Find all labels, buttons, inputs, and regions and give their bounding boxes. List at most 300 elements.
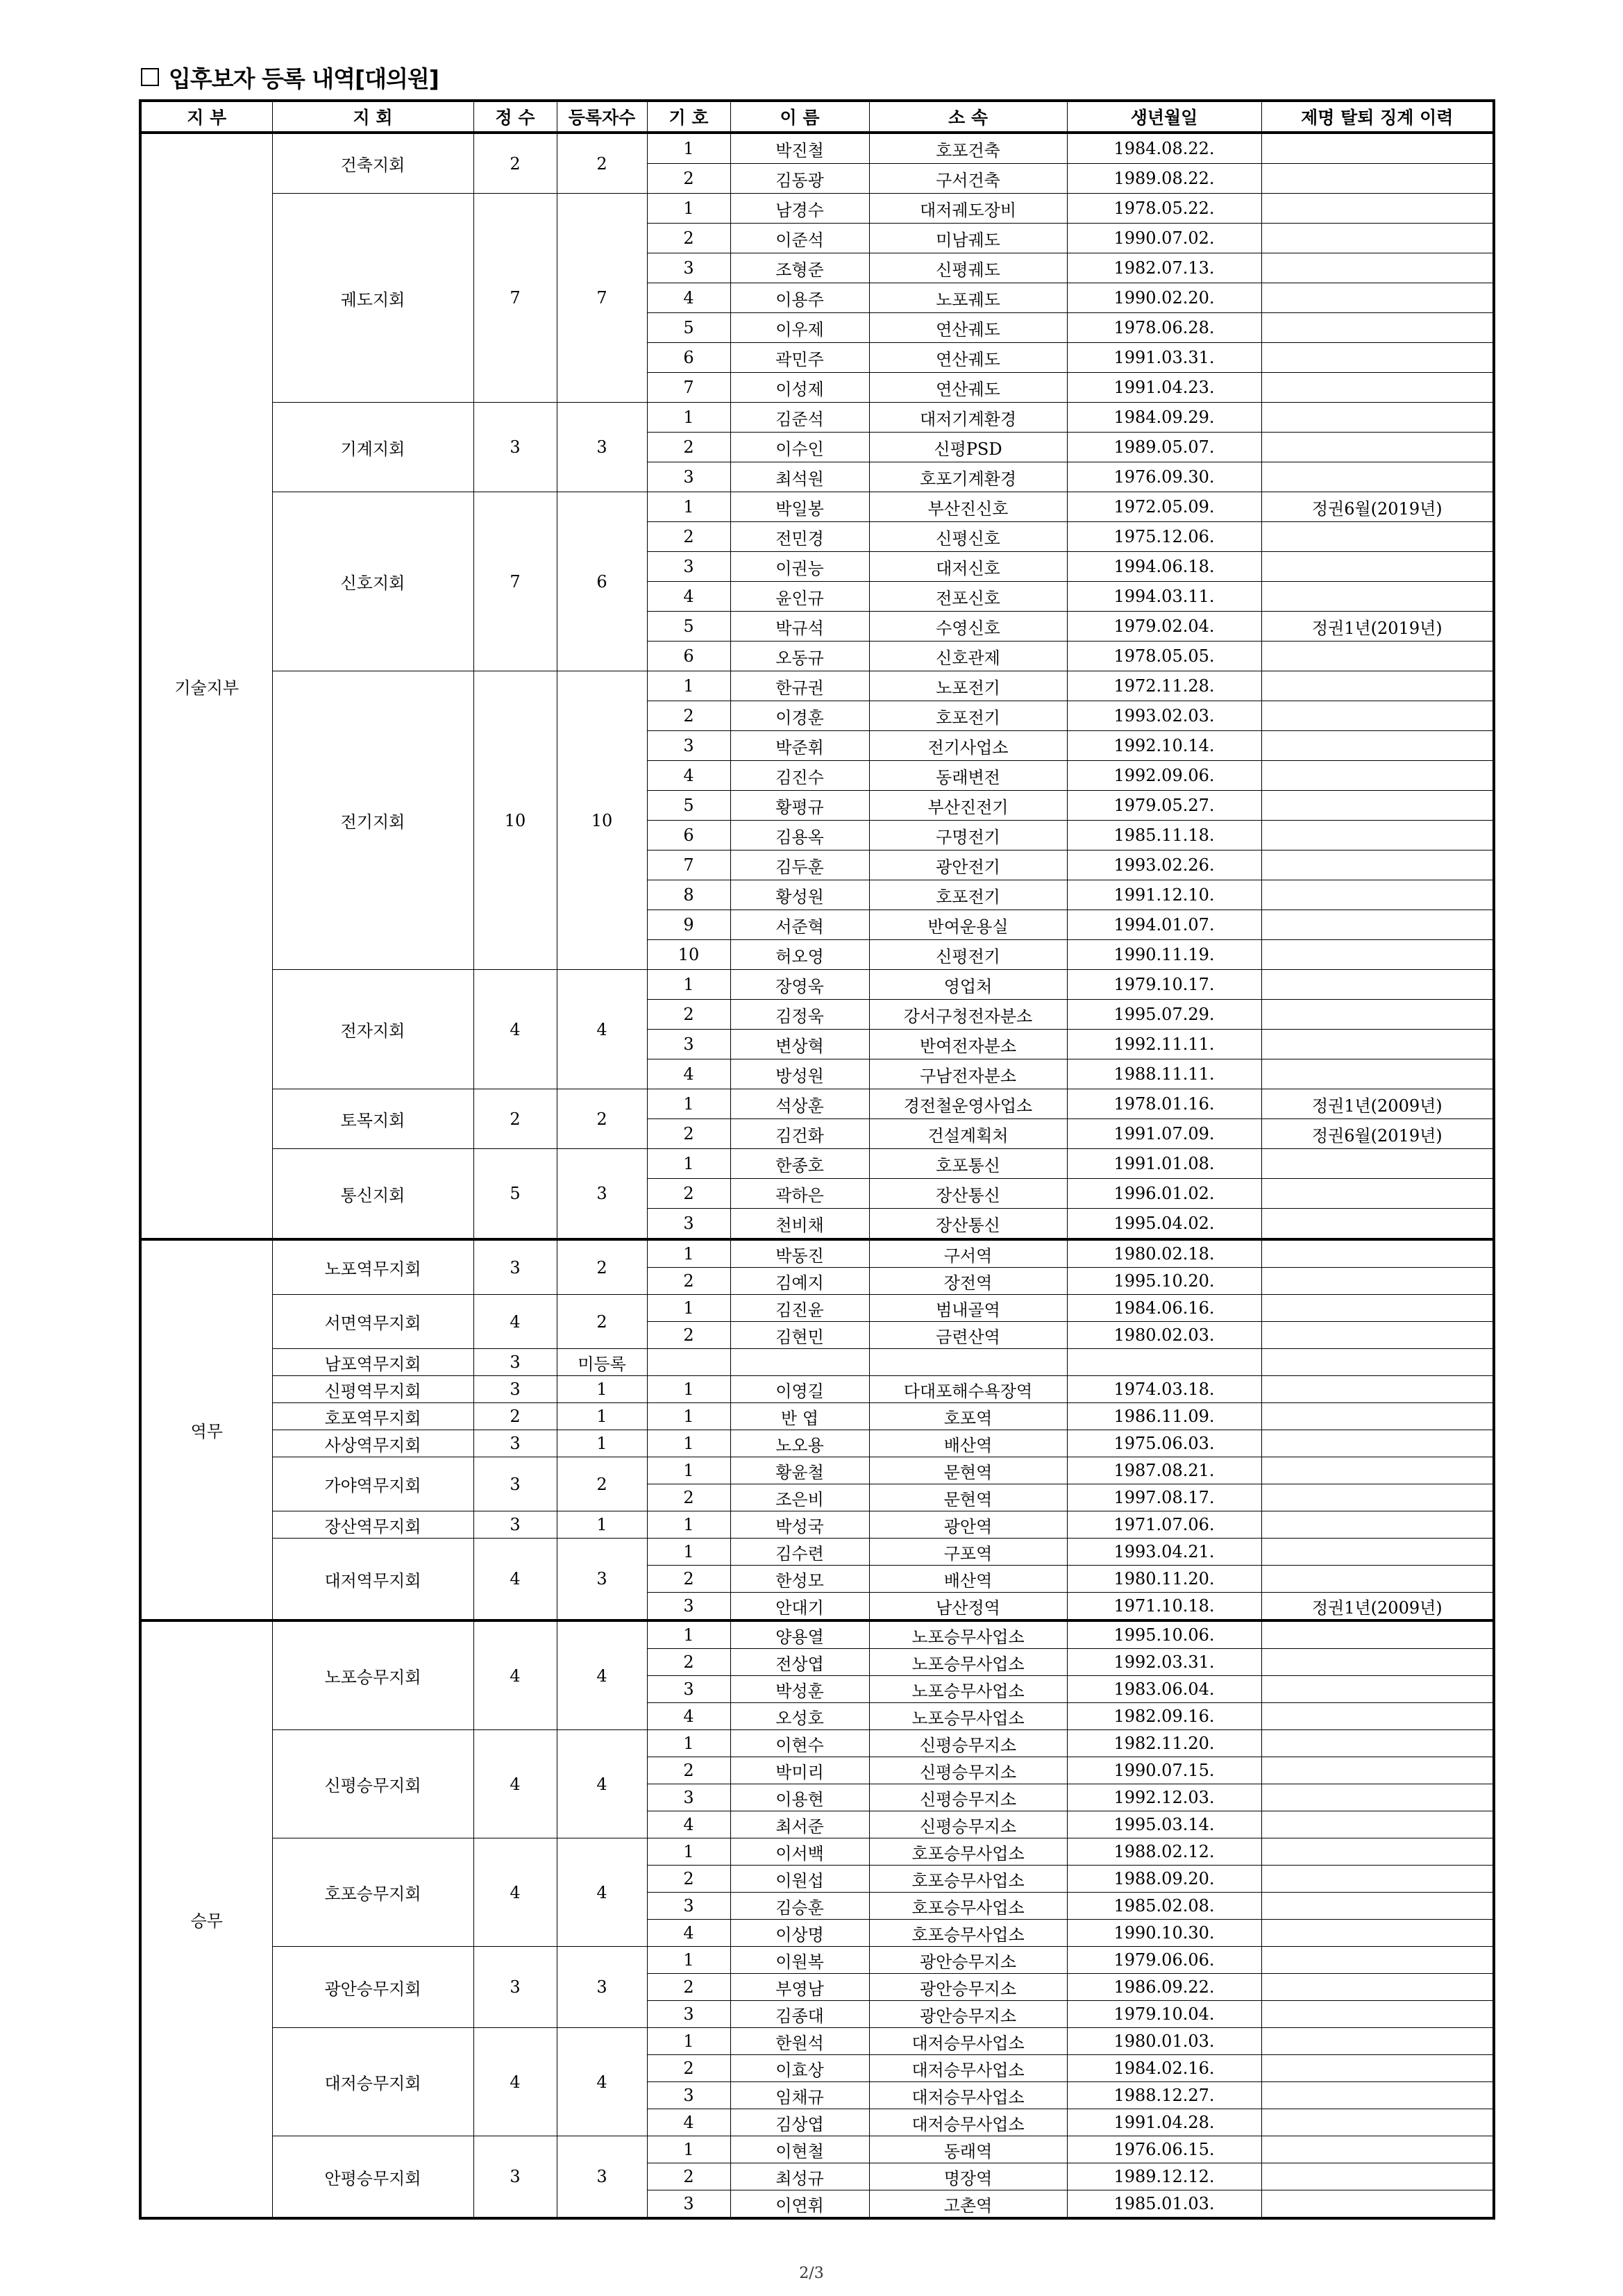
birthdate-cell: 1992.11.11. <box>1067 1030 1261 1059</box>
affiliation-cell: 구서역 <box>869 1239 1067 1268</box>
history-cell <box>1261 1974 1494 2001</box>
number-cell: 1 <box>647 1947 730 1974</box>
registered-cell: 4 <box>557 1730 647 1838</box>
table-row <box>140 2136 1494 2163</box>
name-cell: 박성훈 <box>730 1676 869 1703</box>
chapter-cell: 광안승무지회 <box>272 1947 473 2028</box>
name-cell: 김건화 <box>730 1119 869 1149</box>
chapter-cell: 노포승무지회 <box>272 1620 473 1730</box>
affiliation-cell: 영업처 <box>869 970 1067 1000</box>
name-cell: 전민경 <box>730 522 869 552</box>
table-row <box>140 1149 1494 1179</box>
history-cell <box>1261 1866 1494 1893</box>
affiliation-cell: 고촌역 <box>869 2190 1067 2219</box>
chapter-cell: 노포역무지회 <box>272 1239 473 1295</box>
registered-cell: 2 <box>557 133 647 194</box>
history-cell <box>1261 821 1494 850</box>
number-cell: 2 <box>647 224 730 253</box>
birthdate-cell <box>1067 1349 1261 1376</box>
name-cell: 윤인규 <box>730 582 869 612</box>
table-row <box>140 1295 1494 1322</box>
header-birthdate: 생년월일 <box>1067 101 1261 133</box>
name-cell: 한종호 <box>730 1149 869 1179</box>
affiliation-cell <box>869 1349 1067 1376</box>
birthdate-cell: 1992.09.06. <box>1067 761 1261 791</box>
birthdate-cell: 1982.07.13. <box>1067 253 1261 283</box>
birthdate-cell: 1991.04.28. <box>1067 2109 1261 2136</box>
history-cell: 정권6월(2019년) <box>1261 1119 1494 1149</box>
birthdate-cell: 1992.12.03. <box>1067 1784 1261 1811</box>
name-cell: 이효상 <box>730 2055 869 2082</box>
affiliation-cell: 배산역 <box>869 1430 1067 1457</box>
birthdate-cell: 1986.09.22. <box>1067 1974 1261 2001</box>
birthdate-cell: 1979.10.04. <box>1067 2001 1261 2028</box>
chapter-cell: 서면역무지회 <box>272 1295 473 1349</box>
history-cell <box>1261 970 1494 1000</box>
history-cell <box>1261 1059 1494 1089</box>
birthdate-cell: 1988.12.27. <box>1067 2082 1261 2109</box>
name-cell: 이성제 <box>730 373 869 403</box>
history-cell <box>1261 373 1494 403</box>
number-cell: 1 <box>647 1511 730 1539</box>
number-cell: 1 <box>647 1539 730 1566</box>
affiliation-cell: 부산진신호 <box>869 492 1067 522</box>
history-cell <box>1261 2001 1494 2028</box>
number-cell: 1 <box>647 1239 730 1268</box>
birthdate-cell: 1991.01.08. <box>1067 1149 1261 1179</box>
affiliation-cell: 신평승무지소 <box>869 1757 1067 1784</box>
table-row <box>140 1511 1494 1539</box>
name-cell: 이원복 <box>730 1947 869 1974</box>
history-cell <box>1261 1620 1494 1649</box>
number-cell: 2 <box>647 1757 730 1784</box>
affiliation-cell: 강서구청전자분소 <box>869 1000 1067 1030</box>
branch-cell: 승무 <box>140 1620 272 2218</box>
birthdate-cell: 1984.06.16. <box>1067 1295 1261 1322</box>
birthdate-cell: 1984.08.22. <box>1067 133 1261 164</box>
affiliation-cell: 장전역 <box>869 1268 1067 1295</box>
history-cell <box>1261 2190 1494 2219</box>
quota-cell: 3 <box>473 1239 557 1295</box>
name-cell: 박성국 <box>730 1511 869 1539</box>
affiliation-cell: 동래역 <box>869 2136 1067 2163</box>
number-cell <box>647 1349 730 1376</box>
affiliation-cell: 금련산역 <box>869 1322 1067 1349</box>
history-cell <box>1261 224 1494 253</box>
name-cell: 방성원 <box>730 1059 869 1089</box>
history-cell <box>1261 2136 1494 2163</box>
birthdate-cell: 1974.03.18. <box>1067 1376 1261 1403</box>
number-cell: 3 <box>647 1784 730 1811</box>
header-affiliation: 소 속 <box>869 101 1067 133</box>
chapter-cell: 전자지회 <box>272 970 473 1089</box>
branch-cell: 기술지부 <box>140 133 272 1239</box>
history-cell <box>1261 1757 1494 1784</box>
birthdate-cell: 1980.01.03. <box>1067 2028 1261 2055</box>
number-cell: 3 <box>647 2001 730 2028</box>
affiliation-cell: 호포통신 <box>869 1149 1067 1179</box>
history-cell <box>1261 1730 1494 1757</box>
history-cell <box>1261 761 1494 791</box>
affiliation-cell: 호포승무사업소 <box>869 1838 1067 1866</box>
birthdate-cell: 1989.12.12. <box>1067 2163 1261 2190</box>
name-cell: 부영남 <box>730 1974 869 2001</box>
registered-cell: 3 <box>557 403 647 492</box>
name-cell: 김종대 <box>730 2001 869 2028</box>
table-row <box>140 1947 1494 1974</box>
history-cell <box>1261 1295 1494 1322</box>
registered-cell: 3 <box>557 1149 647 1240</box>
history-cell <box>1261 671 1494 701</box>
affiliation-cell: 문현역 <box>869 1457 1067 1484</box>
affiliation-cell: 수영신호 <box>869 612 1067 642</box>
name-cell: 김준석 <box>730 403 869 433</box>
history-cell <box>1261 194 1494 224</box>
quota-cell: 3 <box>473 1457 557 1511</box>
history-cell <box>1261 1349 1494 1376</box>
registered-cell: 4 <box>557 1838 647 1947</box>
affiliation-cell: 광안승무지소 <box>869 1974 1067 2001</box>
birthdate-cell: 1978.06.28. <box>1067 313 1261 343</box>
registered-cell: 7 <box>557 194 647 403</box>
table-row <box>140 1838 1494 1866</box>
name-cell: 이현철 <box>730 2136 869 2163</box>
registered-cell: 1 <box>557 1511 647 1539</box>
birthdate-cell: 1978.01.16. <box>1067 1089 1261 1119</box>
affiliation-cell: 신평승무지소 <box>869 1784 1067 1811</box>
affiliation-cell: 반여운용실 <box>869 910 1067 940</box>
header-branch: 지 부 <box>140 101 272 133</box>
affiliation-cell: 구서건축 <box>869 164 1067 194</box>
history-cell <box>1261 1403 1494 1430</box>
chapter-cell: 가야역무지회 <box>272 1457 473 1511</box>
table-row <box>140 1239 1494 1268</box>
number-cell: 2 <box>647 1866 730 1893</box>
table-row <box>140 671 1494 701</box>
affiliation-cell: 구포역 <box>869 1539 1067 1566</box>
birthdate-cell: 1991.12.10. <box>1067 880 1261 910</box>
quota-cell: 3 <box>473 2136 557 2219</box>
number-cell: 3 <box>647 1209 730 1240</box>
history-cell <box>1261 701 1494 731</box>
number-cell: 1 <box>647 1403 730 1430</box>
candidate-table <box>139 99 1495 2220</box>
table-row <box>140 1457 1494 1484</box>
number-cell: 2 <box>647 522 730 552</box>
birthdate-cell: 1990.07.02. <box>1067 224 1261 253</box>
name-cell: 김정욱 <box>730 1000 869 1030</box>
birthdate-cell: 1988.02.12. <box>1067 1838 1261 1866</box>
name-cell: 박미리 <box>730 1757 869 1784</box>
number-cell: 1 <box>647 194 730 224</box>
history-cell <box>1261 1566 1494 1593</box>
name-cell <box>730 1349 869 1376</box>
affiliation-cell: 명장역 <box>869 2163 1067 2190</box>
affiliation-cell: 미남궤도 <box>869 224 1067 253</box>
name-cell: 한규권 <box>730 671 869 701</box>
header-registered: 등록자수 <box>557 101 647 133</box>
affiliation-cell: 신평PSD <box>869 433 1067 462</box>
name-cell: 김진수 <box>730 761 869 791</box>
name-cell: 박진철 <box>730 133 869 164</box>
birthdate-cell: 1980.11.20. <box>1067 1566 1261 1593</box>
table-row <box>140 1539 1494 1566</box>
affiliation-cell: 신평궤도 <box>869 253 1067 283</box>
birthdate-cell: 1989.05.07. <box>1067 433 1261 462</box>
chapter-cell: 궤도지회 <box>272 194 473 403</box>
history-cell <box>1261 850 1494 880</box>
number-cell: 1 <box>647 1295 730 1322</box>
birthdate-cell: 1995.10.06. <box>1067 1620 1261 1649</box>
number-cell: 1 <box>647 1149 730 1179</box>
history-cell <box>1261 283 1494 313</box>
chapter-cell: 신평역무지회 <box>272 1376 473 1403</box>
name-cell: 황성원 <box>730 880 869 910</box>
history-cell <box>1261 433 1494 462</box>
history-cell: 정권1년(2019년) <box>1261 612 1494 642</box>
history-cell <box>1261 1322 1494 1349</box>
number-cell: 2 <box>647 433 730 462</box>
history-cell: 정권1년(2009년) <box>1261 1089 1494 1119</box>
birthdate-cell: 1978.05.22. <box>1067 194 1261 224</box>
number-cell: 3 <box>647 2082 730 2109</box>
number-cell: 3 <box>647 253 730 283</box>
quota-cell: 7 <box>473 492 557 671</box>
affiliation-cell: 노포승무사업소 <box>869 1676 1067 1703</box>
history-cell <box>1261 133 1494 164</box>
history-cell <box>1261 1030 1494 1059</box>
number-cell: 4 <box>647 761 730 791</box>
affiliation-cell: 범내골역 <box>869 1295 1067 1322</box>
birthdate-cell: 1991.04.23. <box>1067 373 1261 403</box>
number-cell: 2 <box>647 2163 730 2190</box>
number-cell: 3 <box>647 2190 730 2219</box>
affiliation-cell: 신평승무지소 <box>869 1811 1067 1838</box>
registered-cell: 1 <box>557 1403 647 1430</box>
history-cell <box>1261 731 1494 761</box>
affiliation-cell: 광안승무지소 <box>869 2001 1067 2028</box>
name-cell: 이수인 <box>730 433 869 462</box>
header-row <box>140 101 1494 133</box>
registered-cell: 10 <box>557 671 647 970</box>
number-cell: 2 <box>647 1322 730 1349</box>
chapter-cell: 토목지회 <box>272 1089 473 1149</box>
birthdate-cell: 1996.01.02. <box>1067 1179 1261 1209</box>
number-cell: 1 <box>647 492 730 522</box>
affiliation-cell: 신평승무지소 <box>869 1730 1067 1757</box>
birthdate-cell: 1991.07.09. <box>1067 1119 1261 1149</box>
chapter-cell: 신호지회 <box>272 492 473 671</box>
quota-cell: 2 <box>473 1089 557 1149</box>
birthdate-cell: 1971.07.06. <box>1067 1511 1261 1539</box>
name-cell: 오성호 <box>730 1703 869 1730</box>
number-cell: 1 <box>647 1430 730 1457</box>
affiliation-cell: 장산통신 <box>869 1179 1067 1209</box>
history-cell <box>1261 1784 1494 1811</box>
name-cell: 김수련 <box>730 1539 869 1566</box>
affiliation-cell: 호포전기 <box>869 880 1067 910</box>
page-number: 2/3 <box>799 2265 824 2282</box>
header-name: 이 름 <box>730 101 869 133</box>
number-cell: 1 <box>647 403 730 433</box>
history-cell <box>1261 253 1494 283</box>
registered-cell: 1 <box>557 1376 647 1403</box>
name-cell: 석상훈 <box>730 1089 869 1119</box>
history-cell <box>1261 552 1494 582</box>
name-cell: 최성규 <box>730 2163 869 2190</box>
quota-cell: 4 <box>473 1730 557 1838</box>
chapter-cell: 남포역무지회 <box>272 1349 473 1376</box>
history-cell <box>1261 1649 1494 1676</box>
number-cell: 5 <box>647 313 730 343</box>
number-cell: 1 <box>647 2136 730 2163</box>
history-cell <box>1261 1511 1494 1539</box>
number-cell: 1 <box>647 1376 730 1403</box>
name-cell: 박규석 <box>730 612 869 642</box>
history-cell <box>1261 522 1494 552</box>
number-cell: 2 <box>647 1268 730 1295</box>
birthdate-cell: 1990.07.15. <box>1067 1757 1261 1784</box>
affiliation-cell: 전기사업소 <box>869 731 1067 761</box>
history-cell <box>1261 2028 1494 2055</box>
number-cell: 4 <box>647 1920 730 1947</box>
quota-cell: 3 <box>473 1511 557 1539</box>
table-row <box>140 1089 1494 1119</box>
history-cell <box>1261 2163 1494 2190</box>
number-cell: 4 <box>647 1059 730 1089</box>
birthdate-cell: 1993.04.21. <box>1067 1539 1261 1566</box>
name-cell: 박동진 <box>730 1239 869 1268</box>
birthdate-cell: 1989.08.22. <box>1067 164 1261 194</box>
name-cell: 이준석 <box>730 224 869 253</box>
affiliation-cell: 부산진전기 <box>869 791 1067 821</box>
number-cell: 8 <box>647 880 730 910</box>
quota-cell: 4 <box>473 2028 557 2136</box>
birthdate-cell: 1982.11.20. <box>1067 1730 1261 1757</box>
history-cell <box>1261 1484 1494 1511</box>
name-cell: 김진윤 <box>730 1295 869 1322</box>
history-cell <box>1261 1149 1494 1179</box>
history-cell <box>1261 940 1494 970</box>
birthdate-cell: 1995.07.29. <box>1067 1000 1261 1030</box>
affiliation-cell: 대저신호 <box>869 552 1067 582</box>
name-cell: 이서백 <box>730 1838 869 1866</box>
branch-cell: 역무 <box>140 1239 272 1620</box>
document-title <box>141 58 439 96</box>
birthdate-cell: 1988.11.11. <box>1067 1059 1261 1089</box>
birthdate-cell: 1984.02.16. <box>1067 2055 1261 2082</box>
number-cell: 4 <box>647 1703 730 1730</box>
number-cell: 2 <box>647 701 730 731</box>
number-cell: 3 <box>647 1676 730 1703</box>
birthdate-cell: 1972.11.28. <box>1067 671 1261 701</box>
name-cell: 천비채 <box>730 1209 869 1240</box>
birthdate-cell: 1979.02.04. <box>1067 612 1261 642</box>
number-cell: 1 <box>647 1089 730 1119</box>
birthdate-cell: 1997.08.17. <box>1067 1484 1261 1511</box>
registered-cell: 2 <box>557 1089 647 1149</box>
chapter-cell: 장산역무지회 <box>272 1511 473 1539</box>
history-cell: 정권1년(2009년) <box>1261 1593 1494 1621</box>
table-row <box>140 403 1494 433</box>
registered-cell: 4 <box>557 970 647 1089</box>
birthdate-cell: 1972.05.09. <box>1067 492 1261 522</box>
history-cell <box>1261 1893 1494 1920</box>
history-cell <box>1261 2082 1494 2109</box>
birthdate-cell: 1992.10.14. <box>1067 731 1261 761</box>
affiliation-cell: 대저승무사업소 <box>869 2082 1067 2109</box>
number-cell: 2 <box>647 1000 730 1030</box>
table-row <box>140 1376 1494 1403</box>
name-cell: 최서준 <box>730 1811 869 1838</box>
history-cell <box>1261 164 1494 194</box>
quota-cell: 2 <box>473 1403 557 1430</box>
history-cell <box>1261 462 1494 492</box>
name-cell: 이원섭 <box>730 1866 869 1893</box>
number-cell: 6 <box>647 343 730 373</box>
name-cell: 한성모 <box>730 1566 869 1593</box>
number-cell: 1 <box>647 133 730 164</box>
name-cell: 최석원 <box>730 462 869 492</box>
quota-cell: 3 <box>473 1430 557 1457</box>
chapter-cell: 대저역무지회 <box>272 1539 473 1621</box>
birthdate-cell: 1984.09.29. <box>1067 403 1261 433</box>
table-row <box>140 133 1494 164</box>
history-cell <box>1261 1179 1494 1209</box>
affiliation-cell: 반여전자분소 <box>869 1030 1067 1059</box>
history-cell <box>1261 910 1494 940</box>
number-cell: 4 <box>647 283 730 313</box>
name-cell: 이영길 <box>730 1376 869 1403</box>
number-cell: 3 <box>647 1030 730 1059</box>
name-cell: 노오용 <box>730 1430 869 1457</box>
affiliation-cell: 배산역 <box>869 1566 1067 1593</box>
affiliation-cell: 건설계획처 <box>869 1119 1067 1149</box>
affiliation-cell: 전포신호 <box>869 582 1067 612</box>
number-cell: 2 <box>647 1566 730 1593</box>
birthdate-cell: 1985.01.03. <box>1067 2190 1261 2219</box>
affiliation-cell: 호포승무사업소 <box>869 1893 1067 1920</box>
name-cell: 이경훈 <box>730 701 869 731</box>
table-row <box>140 1403 1494 1430</box>
number-cell: 3 <box>647 462 730 492</box>
affiliation-cell: 호포건축 <box>869 133 1067 164</box>
history-cell <box>1261 1947 1494 1974</box>
history-cell <box>1261 880 1494 910</box>
number-cell: 1 <box>647 1838 730 1866</box>
name-cell: 박일봉 <box>730 492 869 522</box>
history-cell <box>1261 1209 1494 1240</box>
name-cell: 김상엽 <box>730 2109 869 2136</box>
registered-cell: 1 <box>557 1430 647 1457</box>
birthdate-cell: 1975.12.06. <box>1067 522 1261 552</box>
birthdate-cell: 1990.02.20. <box>1067 283 1261 313</box>
birthdate-cell: 1985.11.18. <box>1067 821 1261 850</box>
name-cell: 이상명 <box>730 1920 869 1947</box>
number-cell: 3 <box>647 1593 730 1621</box>
affiliation-cell: 동래변전 <box>869 761 1067 791</box>
quota-cell: 4 <box>473 1620 557 1730</box>
number-cell: 3 <box>647 552 730 582</box>
number-cell: 1 <box>647 970 730 1000</box>
history-cell <box>1261 1268 1494 1295</box>
name-cell: 김두훈 <box>730 850 869 880</box>
affiliation-cell: 연산궤도 <box>869 343 1067 373</box>
name-cell: 황윤철 <box>730 1457 869 1484</box>
affiliation-cell: 노포승무사업소 <box>869 1703 1067 1730</box>
registered-cell: 2 <box>557 1239 647 1295</box>
table-row <box>140 2028 1494 2055</box>
